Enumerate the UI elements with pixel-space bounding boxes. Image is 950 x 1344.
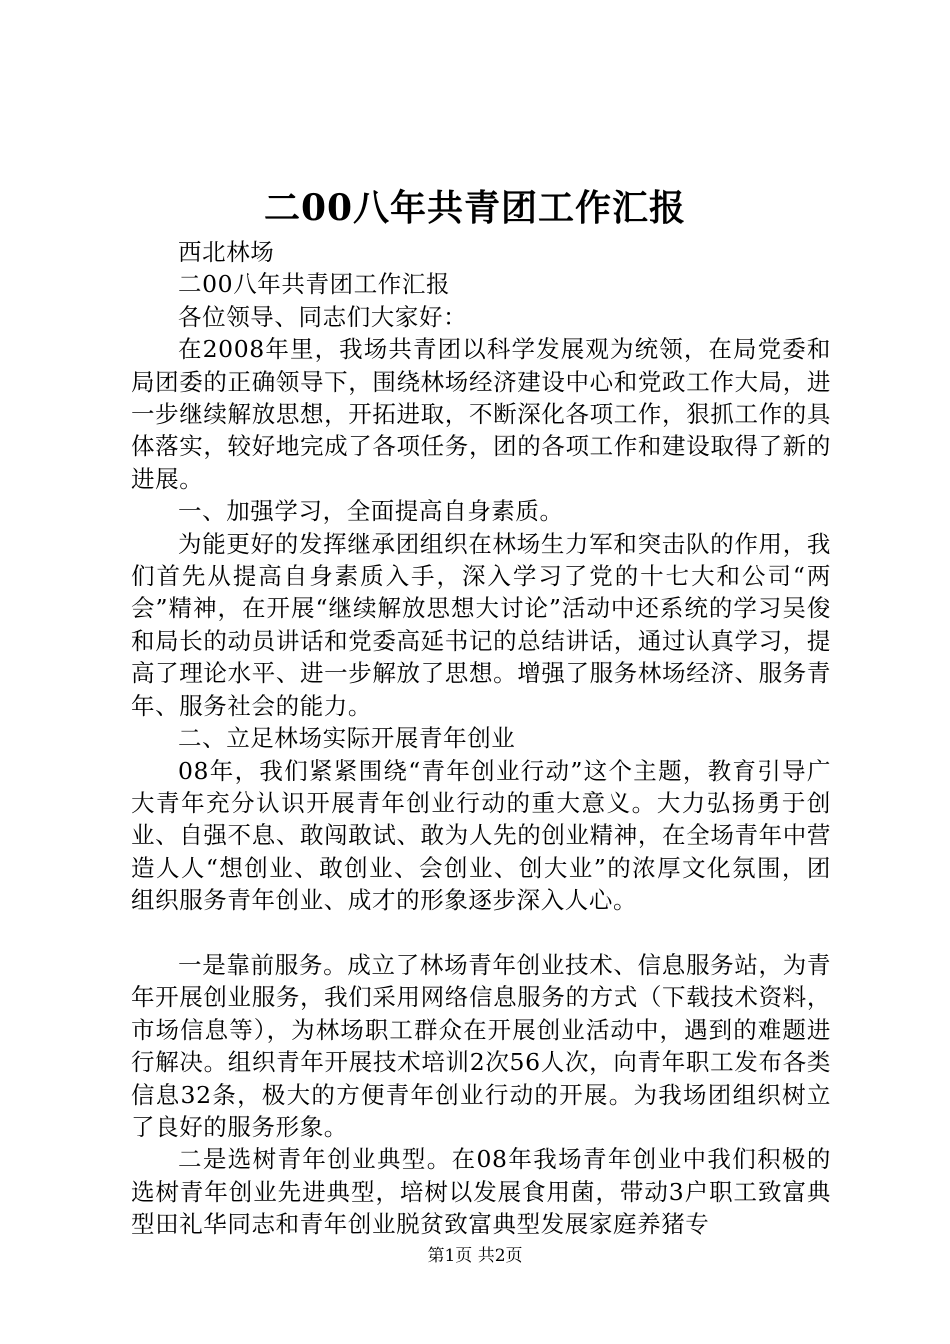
section-heading-2: 二、立足林场实际开展青年创业 [178, 724, 516, 753]
paragraph-study: 为能更好的发挥继承团组织在林场生力军和突击队的作用，我们首先从提高自身素质入手，深入学习了党的十七大和公司“两会”精神，在开展“继续解放思想大讨论”活动中还系统的学习吴俊和局长的动员讲话和党委高延书记的总结讲话，通过认真学习，提高了理论水平、进一步解放了思想。增强了服务林场经济、服务青年、服务社会的能力。 [131, 529, 831, 720]
paragraph-youth-venture: 08年，我们紧紧围绕“青年创业行动”这个主题，教育引导广大青年充分认识开展青年创业行动的重大意义。大力弘扬勇于创业、自强不息、敢闯敢试、敢为人先的创业精神，在全场青年中营造人人“想创业、敢创业、会创业、创大业”的浓厚文化氛围，团组织服务青年创业、成才的形象逐步深入人心。 [131, 756, 831, 915]
document-body [131, 236, 831, 1241]
document-title: 二00八年共青团工作汇报 [263, 187, 687, 229]
paragraph-greeting: 各位领导、同志们大家好： [178, 302, 468, 331]
paragraph-intro: 在2008年里，我场共青团以科学发展观为统领，在局党委和局团委的正确领导下，围绕林场经济建设中心和党政工作大局，进一步继续解放思想，开拓进取，不断深化各项工作，狠抓工作的具体落实，较好地完成了各项任务，团的各项工作和建设取得了新的进展。 [131, 335, 831, 493]
paragraph-subtitle: 二00八年共青团工作汇报 [178, 270, 451, 299]
paragraph-organization: 西北林场 [178, 238, 275, 266]
blank-line [131, 917, 831, 949]
paragraph-role-models: 二是选树青年创业典型。在08年我场青年创业中我们积极的选树青年创业先进典型，培树以发展食用菌，带动3户职工致富典型田礼华同志和青年创业脱贫致富典型发展家庭养猪专 [131, 1145, 831, 1239]
section-heading-1: 一、加强学习，全面提高自身素质。 [178, 497, 564, 526]
paragraph-service: 一是靠前服务。成立了林场青年创业技术、信息服务站，为青年开展创业服务，我们采用网络信息服务的方式（下载技术资料，市场信息等），为林场职工群众在开展创业活动中，遇到的难题进行解决。组织青年开展技术培训2次56人次，向青年职工发布各类信息32条，极大的方便青年创业行动的开展。为我场团组织树立了良好的服务形象。 [131, 950, 831, 1141]
page-number-footer: 第1页 共2页 [427, 1246, 523, 1266]
